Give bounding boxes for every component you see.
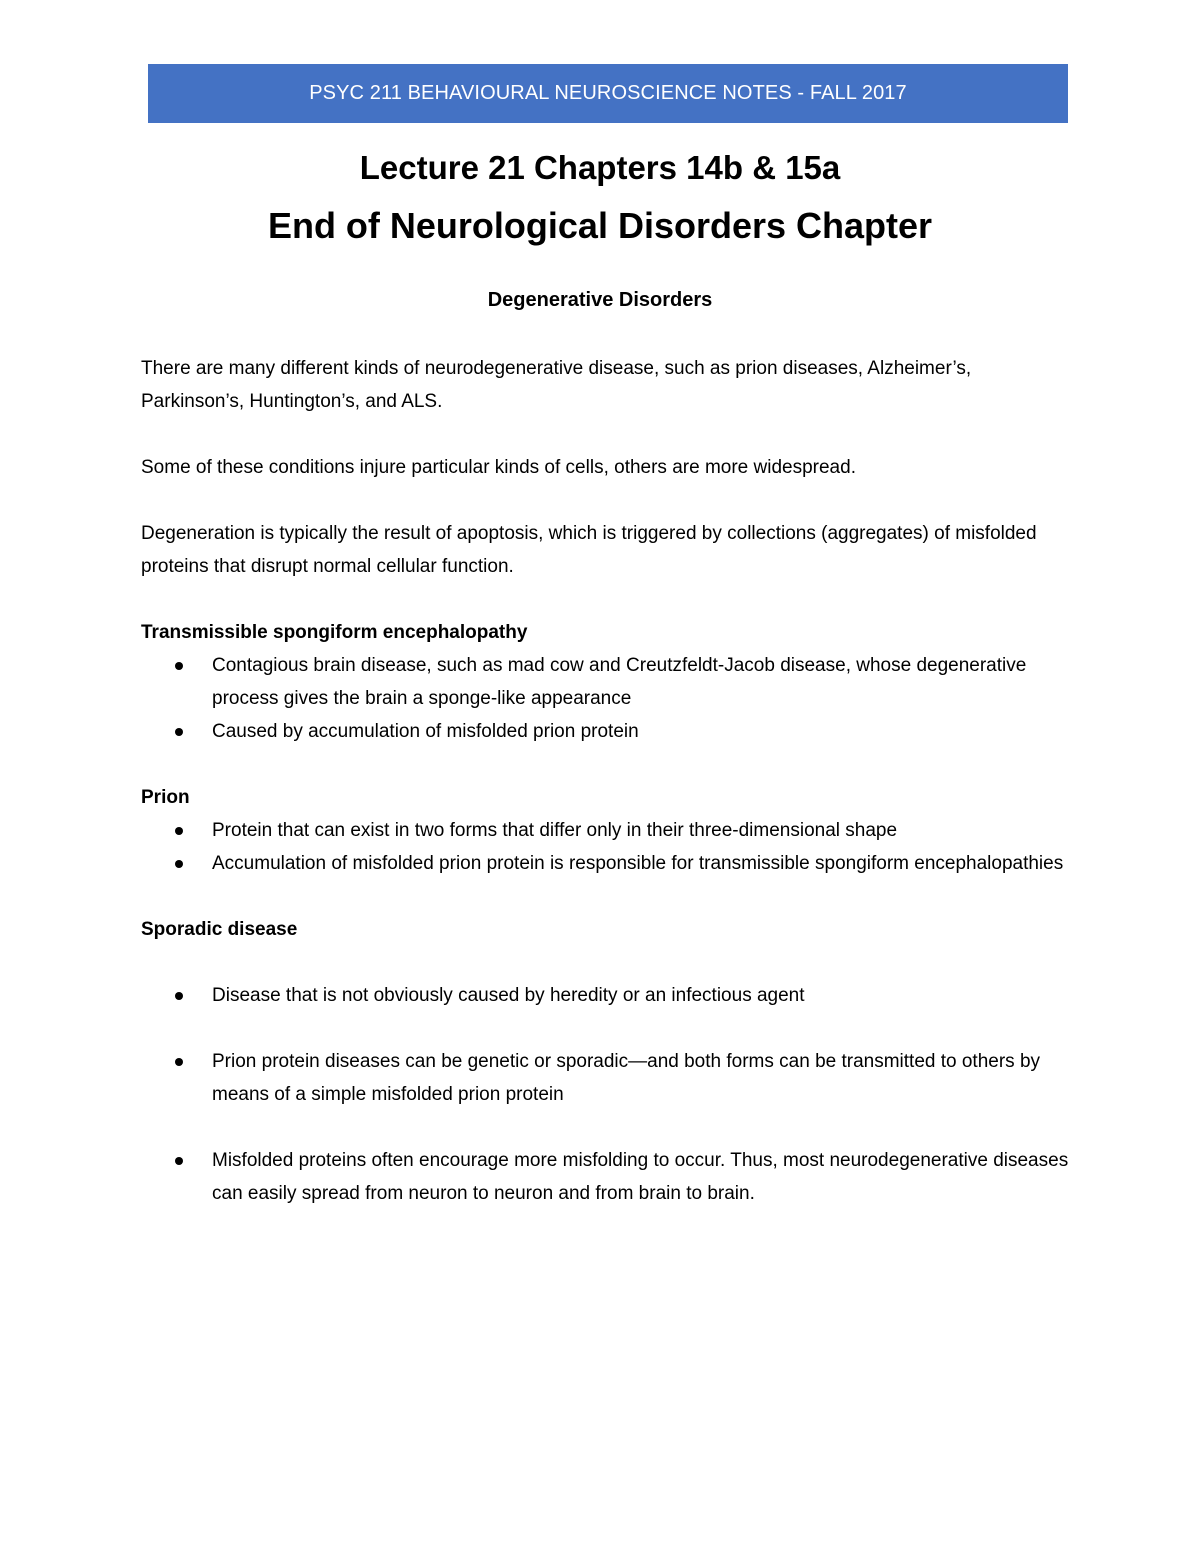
list-item-text: Accumulation of misfolded prion protein is responsible for transmissible spongiform encephalopathies xyxy=(212,853,1064,874)
list-item xyxy=(141,1144,1071,1210)
bullet-icon xyxy=(175,827,183,835)
spacer xyxy=(141,1012,1071,1045)
list-item xyxy=(141,847,1071,880)
list-item xyxy=(141,1045,1071,1111)
sporadic-list xyxy=(141,979,1071,1210)
list-item-text: Disease that is not obviously caused by heredity or an infectious agent xyxy=(212,985,805,1006)
section-title: Degenerative Disorders xyxy=(487,289,713,311)
list-item-text: Protein that can exist in two forms that differ only in their three-dimensional shape xyxy=(212,820,898,841)
tse-heading: Transmissible spongiform encephalopathy xyxy=(141,622,528,643)
document-body xyxy=(141,352,1071,1210)
list-item xyxy=(141,649,1071,715)
list-item xyxy=(141,715,1071,748)
bullet-icon xyxy=(175,860,183,868)
prion-list xyxy=(141,814,1071,880)
list-item-text: Misfolded proteins often encourage more misfolding to occur. Thus, most neurodegenerative diseases can easily spread from neuron to neuron and from brain to brain. xyxy=(212,1150,1069,1204)
paragraph-intro: There are many different kinds of neurodegenerative disease, such as prion diseases, Alzheimer’s, Parkinson’s, Huntington’s, and ALS. xyxy=(141,358,972,412)
list-item-text: Caused by accumulation of misfolded prion protein xyxy=(212,721,639,742)
paragraph-conditions: Some of these conditions injure particular kinds of cells, others are more widespread. xyxy=(141,457,856,478)
prion-heading: Prion xyxy=(141,787,190,808)
list-item-text: Contagious brain disease, such as mad cow and Creutzfeldt-Jacob disease, whose degenerative process gives the brain a sponge-like appearance xyxy=(212,655,1027,709)
header-band xyxy=(148,64,1068,123)
list-item-text: Prion protein diseases can be genetic or sporadic—and both forms can be transmitted to others by means of a simple misfolded prion protein xyxy=(212,1051,1041,1105)
spacer xyxy=(141,748,1071,781)
bullet-icon xyxy=(175,662,183,670)
chapter-title: End of Neurological Disorders Chapter xyxy=(267,205,933,246)
bullet-icon xyxy=(175,992,183,1000)
header-band-text: PSYC 211 BEHAVIOURAL NEUROSCIENCE NOTES - FALL 2017 xyxy=(309,82,907,104)
paragraph-degeneration: Degeneration is typically the result of apoptosis, which is triggered by collections (aggregates) of misfolded proteins that disrupt normal cellular function. xyxy=(141,523,1037,577)
list-item xyxy=(141,814,1071,847)
spacer xyxy=(141,1111,1071,1144)
spacer xyxy=(141,880,1071,913)
bullet-icon xyxy=(175,1058,183,1066)
sporadic-heading: Sporadic disease xyxy=(141,919,298,940)
spacer xyxy=(141,946,1071,979)
bullet-icon xyxy=(175,1157,183,1165)
bullet-icon xyxy=(175,728,183,736)
lecture-title: Lecture 21 Chapters 14b & 15a xyxy=(359,149,841,186)
list-item xyxy=(141,979,1071,1012)
tse-list xyxy=(141,649,1071,748)
